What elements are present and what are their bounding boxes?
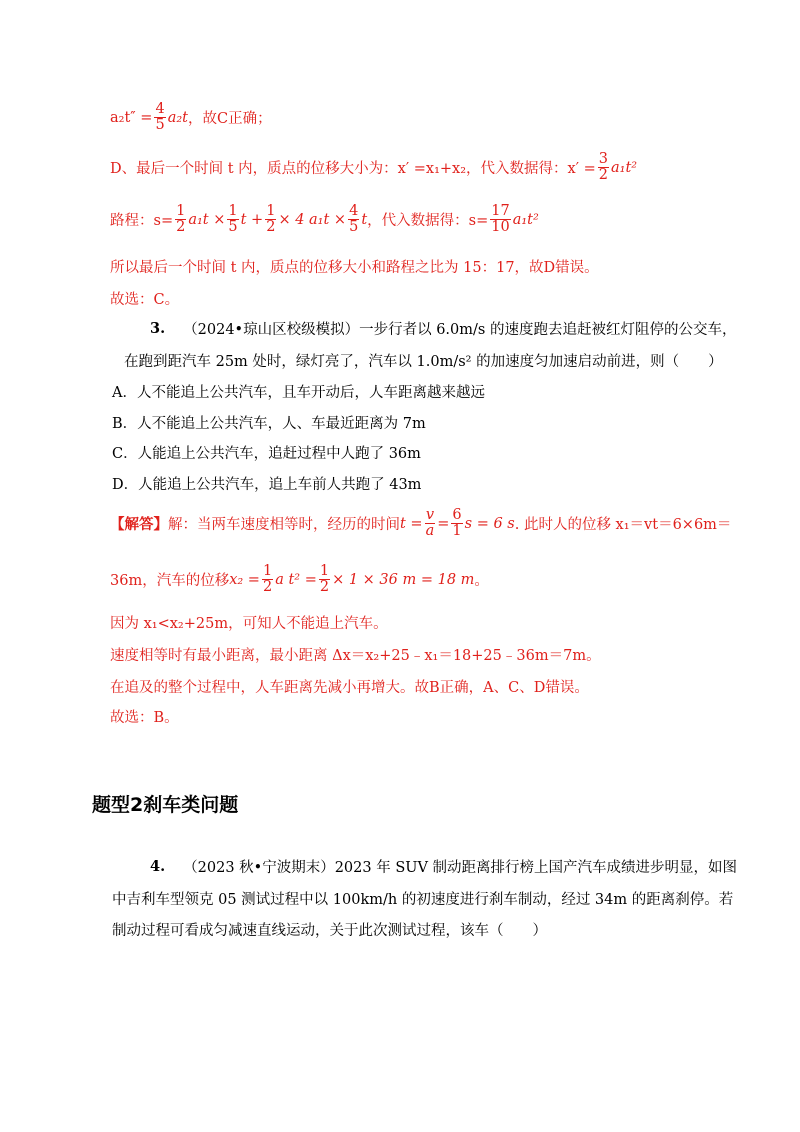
eq-expr: a₁t² <box>512 211 539 228</box>
frac-den: 2 <box>598 167 608 184</box>
eq-expr: t = <box>400 515 423 532</box>
frac-num: 1 <box>319 563 330 579</box>
line-text: 解：当两车速度相等时，经历的时间 <box>168 517 400 534</box>
solution-conclusion: 所以最后一个时间 t 内，质点的位移大小和路程之比为 15：17，故D错误。 <box>110 260 599 276</box>
question-text: （2023 秋•宁波期末）2023 年 SUV 制动距离排行榜上国产汽车成绩进步明显，如图 <box>183 860 738 876</box>
question-number: 3. <box>150 320 166 337</box>
frac-num: 4 <box>349 203 359 219</box>
frac-num: 17 <box>491 203 510 219</box>
eq-suffix: ，故C正确； <box>188 111 272 128</box>
fraction <box>227 204 238 235</box>
line-text: 。 <box>474 573 489 590</box>
answer-line6: 故选：B。 <box>110 710 179 726</box>
question-text: （2024•琼山区校级模拟）一步行者以 6.0m/s 的速度跑去追赶被红灯阻停的公交车， <box>183 322 737 338</box>
question-number: 4. <box>150 858 166 875</box>
fraction <box>262 564 273 595</box>
answer-choice: 故选：C。 <box>110 292 180 308</box>
fraction <box>319 564 330 595</box>
answer-line5: 在追及的整个过程中，人车距离先减小再增大。故B正确，A、C、D错误。 <box>110 680 589 696</box>
question-4-line1 <box>150 856 737 877</box>
fraction <box>598 152 609 183</box>
fraction <box>490 204 510 235</box>
eq-expr: a₁t × <box>188 211 226 228</box>
frac-den: 2 <box>266 219 276 236</box>
answer-line3: 因为 x₁<x₂+25m，可知人不能追上汽车。 <box>110 616 388 632</box>
frac-num: 1 <box>228 203 238 219</box>
solution-line-path <box>110 204 539 235</box>
solution-line-d <box>110 152 637 183</box>
eq-expr: a₁t² <box>611 159 638 176</box>
option-d: D．人能追上公共汽车，追上车前人共跑了 43m <box>112 477 422 493</box>
line-text: ，代入数据得：s= <box>367 213 489 230</box>
frac-den: a <box>425 523 435 540</box>
frac-den: 2 <box>176 219 186 236</box>
question-3-line2: 在跑到距汽车 25m 处时，绿灯亮了，汽车以 1.0m/s² 的加速度匀加速启动前进，则（ ） <box>124 354 723 370</box>
frac-den: 10 <box>491 219 510 236</box>
eq-prefix: a₂t″ = <box>110 109 153 126</box>
question-3-line1 <box>150 318 736 339</box>
answer-line1 <box>110 508 731 539</box>
eq-expr: t + <box>240 211 264 228</box>
eq-expr: a₂t <box>167 109 188 126</box>
frac-num: 1 <box>176 203 186 219</box>
answer-line2 <box>110 564 489 595</box>
fraction <box>154 102 165 133</box>
section-heading: 题型2刹车类问题 <box>92 794 239 816</box>
answer-line4: 速度相等时有最小距离，最小距离 Δx＝x₂+25﹣x₁＝18+25﹣36m＝7m。 <box>110 648 601 664</box>
question-4-line2: 中吉利车型领克 05 测试过程中以 100km/h 的初速度进行刹车制动，经过 34m 的距离刹停。若 <box>112 892 734 908</box>
question-4-line3: 制动过程可看成匀减速直线运动，关于此次测试过程，该车（ ） <box>112 923 547 939</box>
eq-expr: × 4 a₁t × <box>278 211 347 228</box>
eq-expr: = <box>437 515 450 532</box>
frac-den: 5 <box>155 117 165 134</box>
fraction <box>348 204 359 235</box>
eq-expr: s = 6 s <box>464 515 515 532</box>
frac-den: 2 <box>319 579 330 596</box>
eq-expr: × 1 × 36 m = 18 m <box>332 571 475 588</box>
option-b: B．人不能追上公共汽车，人、车最近距离为 7m <box>112 416 426 432</box>
frac-num: 1 <box>266 203 276 219</box>
frac-den: 5 <box>349 219 359 236</box>
option-a: A．人不能追上公共汽车，且车开动后，人车距离越来越远 <box>112 385 485 401</box>
line-text: 路程：s= <box>110 213 174 230</box>
frac-den: 2 <box>262 579 273 596</box>
fraction <box>175 204 186 235</box>
eq-expr: x₂ = <box>229 571 260 588</box>
line-text: . 此时人的位移 x₁＝vt＝6×6m＝ <box>514 517 732 534</box>
frac-den: 1 <box>452 523 462 540</box>
fraction <box>425 508 436 539</box>
frac-num: 6 <box>452 507 462 523</box>
frac-den: 5 <box>228 219 238 236</box>
fraction <box>265 204 276 235</box>
solution-line-c <box>110 102 272 133</box>
answer-tag: 【解答】 <box>110 516 168 534</box>
line-text: D、最后一个时间 t 内，质点的位移大小为：x′ =x₁+x₂，代入数据得：x′ = <box>110 161 596 178</box>
frac-num: 3 <box>598 151 608 167</box>
fraction <box>451 508 462 539</box>
line-text: 36m，汽车的位移 <box>110 573 230 590</box>
eq-expr: t <box>361 211 368 228</box>
frac-num: 1 <box>262 563 273 579</box>
eq-expr: a t² = <box>275 571 317 588</box>
frac-num: 4 <box>155 101 165 117</box>
option-c: C．人能追上公共汽车，追赶过程中人跑了 36m <box>112 446 421 462</box>
frac-num: v <box>425 507 435 523</box>
